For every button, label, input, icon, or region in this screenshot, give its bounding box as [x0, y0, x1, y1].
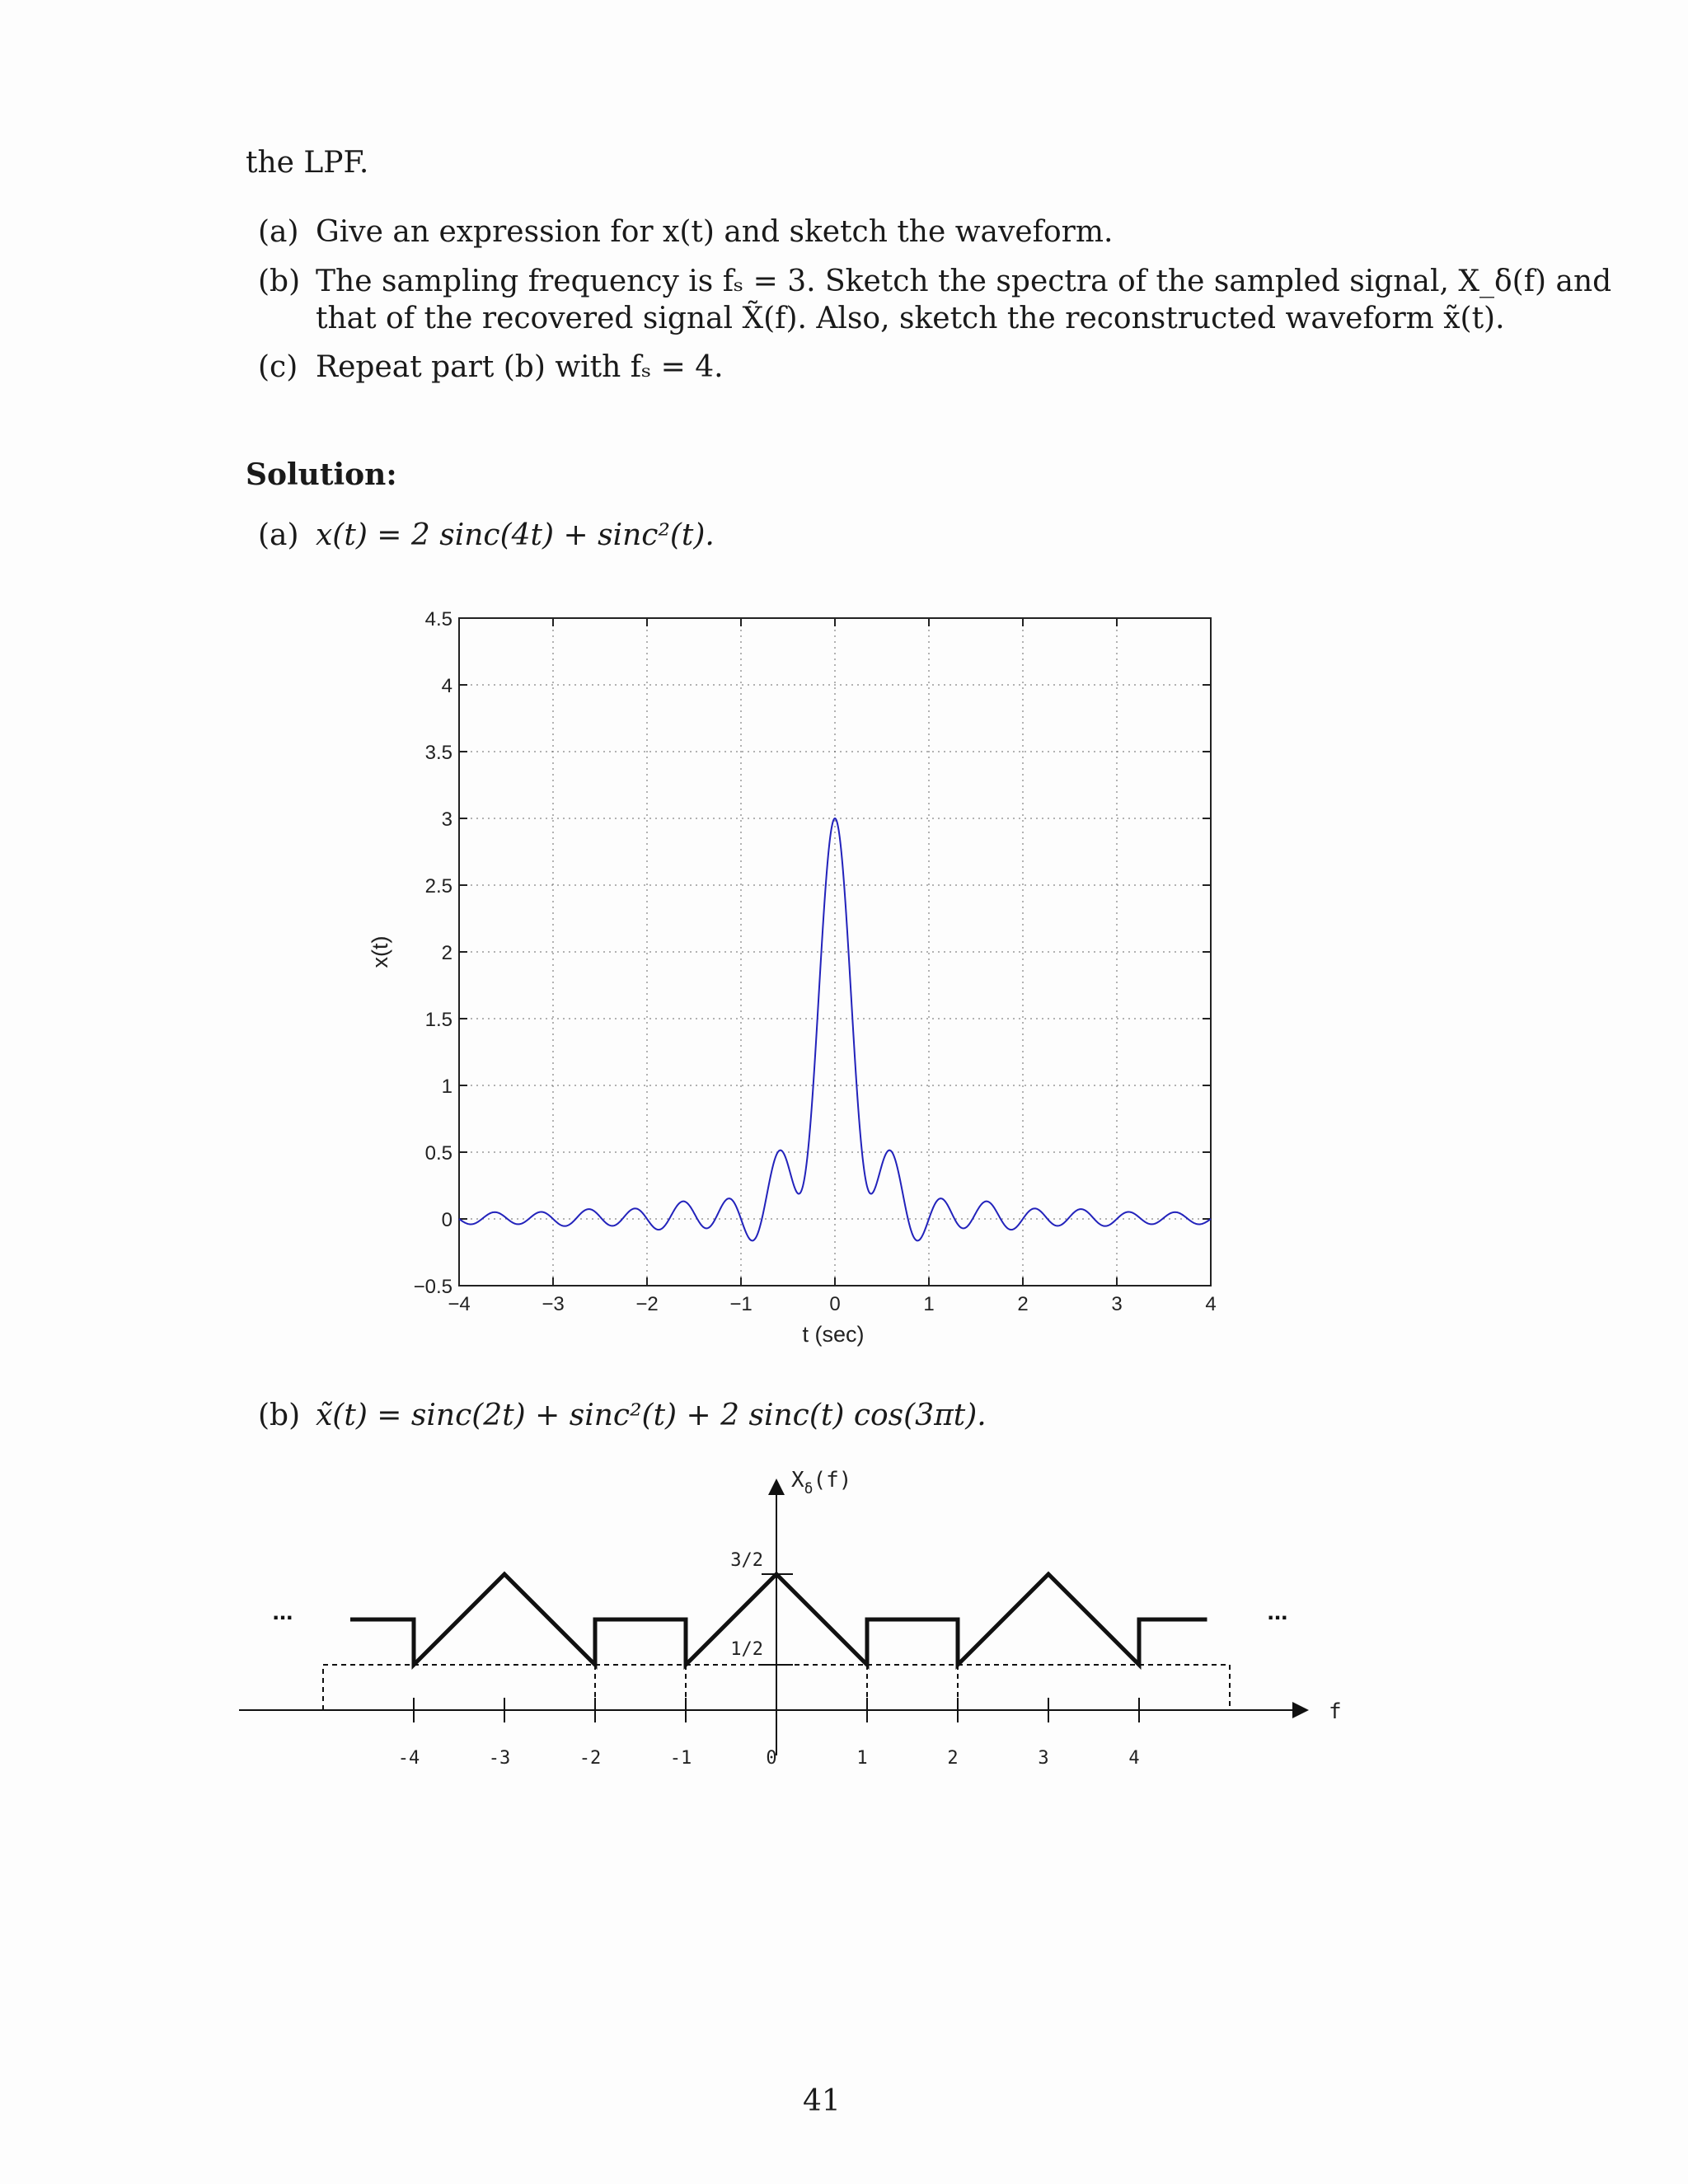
xt-ytick-label: 1: [441, 1076, 452, 1098]
spectrum-xtick-label: -4: [397, 1748, 420, 1769]
solution-a: [258, 518, 715, 552]
solution-heading: Solution:: [246, 457, 397, 492]
xt-xtick-label: −4: [448, 1293, 471, 1315]
xt-ytick-label: −0.5: [413, 1276, 452, 1298]
f-axis-label: f: [1329, 1699, 1342, 1724]
problem-b-cont: [316, 304, 1505, 334]
spectrum-xtick-label: 4: [1128, 1748, 1140, 1769]
xt-ytick-label: 3.5: [424, 742, 452, 764]
solution-a-label: (a): [258, 518, 299, 552]
solution-a-equation: x(t) = 2 sinc(4t) + sinc²(t).: [316, 518, 715, 552]
solution-b: [258, 1401, 987, 1431]
spectrum-xtick-label: 3: [1038, 1748, 1049, 1769]
spectrum-ytick-label: 1/2: [730, 1639, 763, 1660]
spectrum-xtick-label: -2: [579, 1748, 602, 1769]
xt-ytick-label: 3: [441, 808, 452, 831]
problem-a: [258, 215, 1114, 249]
spectrum-xtick-label: -3: [488, 1748, 511, 1769]
xt-ytick-label: 2.5: [424, 875, 452, 898]
ellipsis-left: ...: [272, 1598, 293, 1625]
spectrum-solid-line: [350, 1574, 1207, 1665]
problem-c-text: Repeat part (b) with fₛ = 4.: [316, 350, 724, 384]
xt-ytick-label: 0: [441, 1209, 452, 1231]
problem-a-text: Give an expression for x(t) and sketch the waveform.: [316, 215, 1114, 249]
xt-xtick-label: 4: [1205, 1293, 1217, 1315]
xt-xtick-label: 2: [1017, 1293, 1029, 1315]
problem-b: [258, 267, 1611, 297]
xt-ticks: [414, 608, 1217, 1315]
problem-c-label: (c): [258, 350, 298, 384]
solution-b-equation: x̃(t) = sinc(2t) + sinc²(t) + 2 sinc(t) cos(3πt).: [316, 1399, 987, 1432]
xt-xtick-label: −1: [729, 1293, 753, 1315]
xt-xlabel: t (sec): [802, 1322, 865, 1347]
xt-ytick-label: 1.5: [424, 1009, 452, 1031]
spectrum-xtick-label: -1: [669, 1748, 692, 1769]
xt-xtick-label: −2: [635, 1293, 659, 1315]
solution-b-label: (b): [258, 1399, 301, 1432]
xt-ytick-label: 0.5: [424, 1142, 452, 1165]
page-number: 41: [803, 2084, 841, 2118]
intro-text: the LPF.: [246, 146, 369, 180]
spectrum-chart: [0, 1459, 1688, 1788]
xt-grid: [459, 618, 1211, 1286]
problem-a-label: (a): [258, 215, 299, 249]
ellipsis-right: ...: [1267, 1598, 1288, 1625]
problem-c: [258, 350, 724, 384]
xt-xtick-label: 3: [1111, 1293, 1123, 1315]
xt-chart: [0, 577, 1688, 1401]
problem-b-label: (b): [258, 265, 301, 298]
problem-b-line1: The sampling frequency is fₛ = 3. Sketch the spectra of the sampled signal, X_δ(f) and: [316, 265, 1612, 298]
xt-ytick-label: 4.5: [424, 608, 452, 630]
spectrum-xtick-label: 2: [947, 1748, 959, 1769]
xt-ytick-label: 2: [441, 942, 452, 964]
xt-ylabel: x(t): [368, 935, 392, 968]
xt-ytick-label: 4: [441, 675, 452, 697]
spectrum-xtick-label: 1: [856, 1748, 868, 1769]
xt-xtick-label: −3: [542, 1293, 565, 1315]
xt-curve: [459, 818, 1211, 1240]
spectrum-xtick-label: 0: [766, 1748, 777, 1769]
xt-xtick-label: 0: [829, 1293, 841, 1315]
spectrum-ytick-label: 3/2: [730, 1550, 763, 1571]
spectrum-title: $X_\delta(f)$: [791, 1468, 852, 1497]
problem-b-line2: that of the recovered signal X̃(f). Also, sketch the reconstructed waveform x̃(t).: [316, 302, 1505, 335]
xt-xtick-label: 1: [923, 1293, 935, 1315]
